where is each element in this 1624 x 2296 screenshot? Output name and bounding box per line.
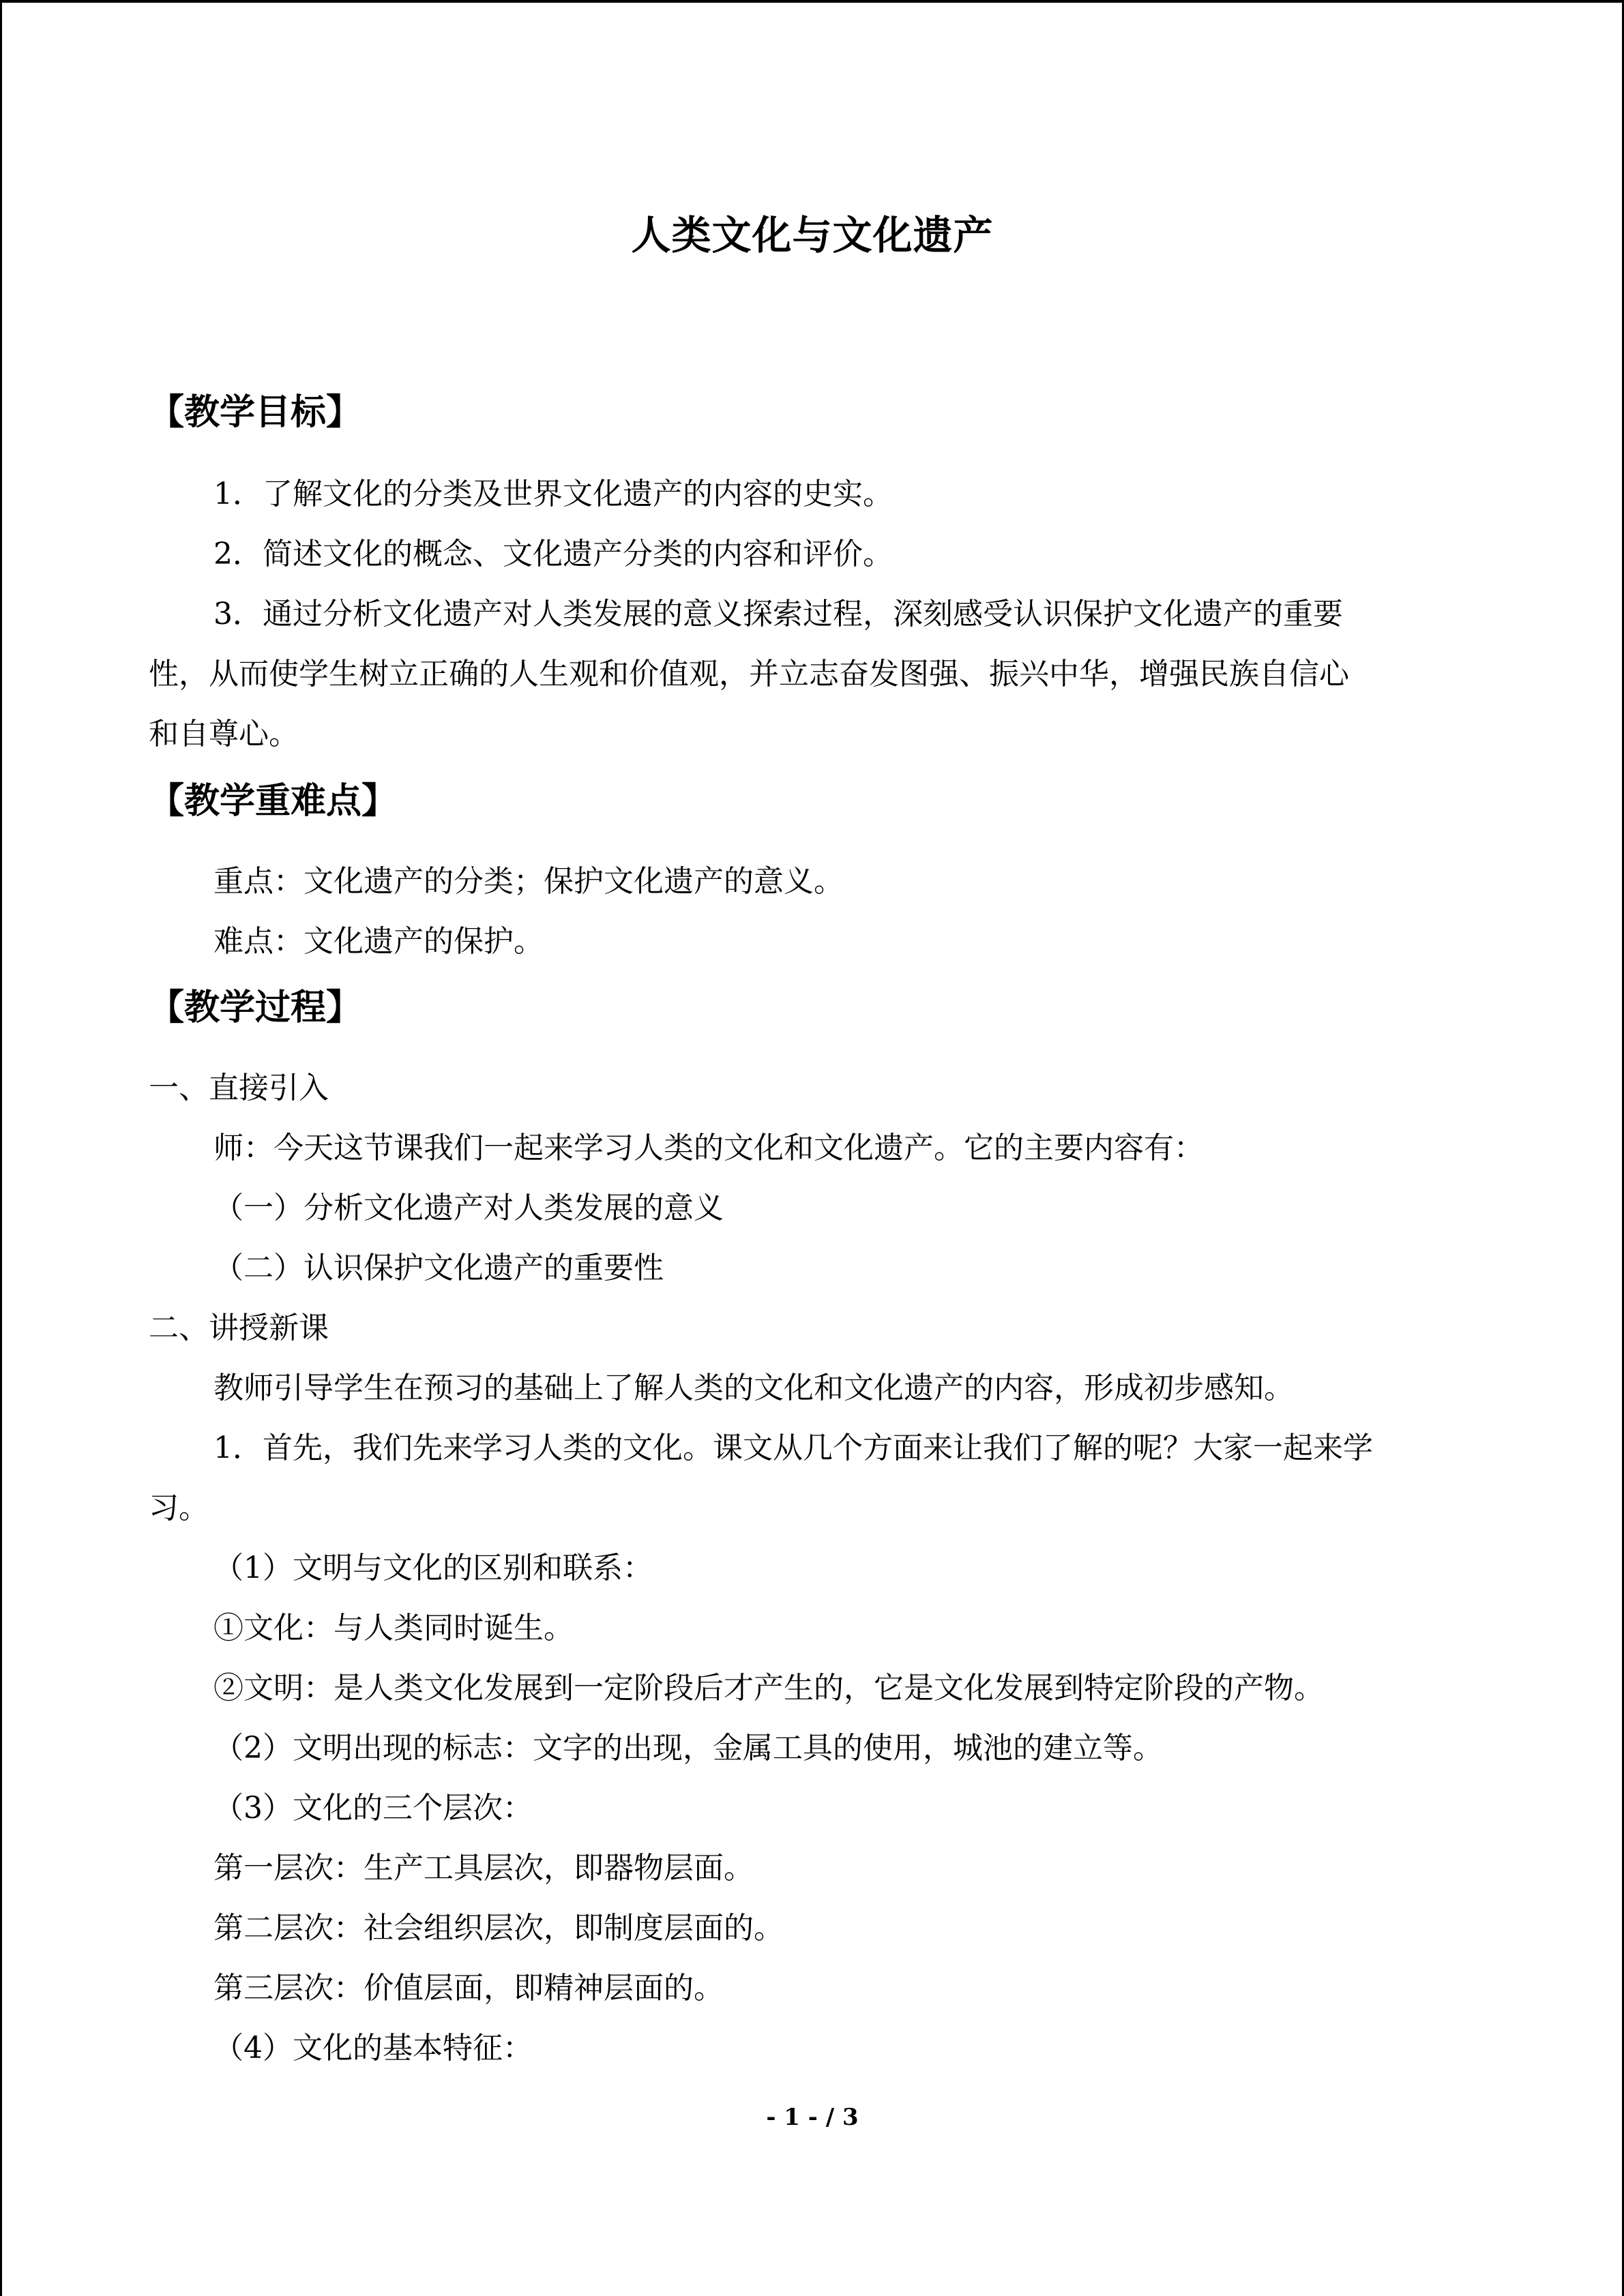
process-line: 第二层次：社会组织层次，即制度层面的。 <box>213 1911 784 1945</box>
process-line: （1）文明与文化的区别和联系： <box>213 1551 653 1585</box>
objective-item: 1．了解文化的分类及世界文化遗产的内容的史实。 <box>213 477 893 511</box>
key-point-item: 重点：文化遗产的分类；保护文化遗产的意义。 <box>213 864 844 899</box>
process-line: ①文化：与人类同时诞生。 <box>213 1611 574 1645</box>
document-title: 人类文化与文化遗产 <box>631 212 994 258</box>
process-line: 教师引导学生在预习的基础上了解人类的文化和文化遗产的内容，形成初步感知。 <box>213 1371 1294 1405</box>
process-line: （4）文化的基本特征： <box>213 2031 533 2066</box>
process-line: 第三层次：价值层面，即精神层面的。 <box>213 1971 724 2006</box>
process-heading: 【教学过程】 <box>149 987 362 1028</box>
process-line: 师：今天这节课我们一起来学习人类的文化和文化遗产。它的主要内容有： <box>213 1131 1204 1165</box>
process-line: 1．首先，我们先来学习人类的文化。课文从几个方面来让我们了解的呢？大家一起来学 <box>213 1431 1373 1465</box>
process-line-continued: 习。 <box>149 1491 209 1525</box>
objective-item: 3．通过分析文化遗产对人类发展的意义探索过程，深刻感受认识保护文化遗产的重要 <box>213 597 1343 631</box>
difficult-point-item: 难点：文化遗产的保护。 <box>213 924 544 959</box>
process-line: （一）分析文化遗产对人类发展的意义 <box>213 1191 724 1225</box>
process-line-section: 二、讲授新课 <box>149 1311 329 1345</box>
process-line: （3）文化的三个层次： <box>213 1791 533 1825</box>
objective-item-continued: 性，从而使学生树立正确的人生观和价值观，并立志奋发图强、振兴中华，增强民族自信心 <box>149 657 1349 691</box>
key-points-heading: 【教学重难点】 <box>149 780 398 822</box>
page-number: - 1 - / 3 <box>766 2104 859 2131</box>
process-line-section: 一、直接引入 <box>149 1071 329 1105</box>
objective-item-continued: 和自尊心。 <box>149 717 299 751</box>
process-line: （二）认识保护文化遗产的重要性 <box>213 1251 664 1285</box>
process-line: 第一层次：生产工具层次，即器物层面。 <box>213 1851 754 1885</box>
process-line: ②文明：是人类文化发展到一定阶段后才产生的，它是文化发展到特定阶段的产物。 <box>213 1671 1324 1705</box>
objectives-heading: 【教学目标】 <box>149 391 362 433</box>
process-line: （2）文明出现的标志：文字的出现，金属工具的使用，城池的建立等。 <box>213 1731 1163 1765</box>
objective-item: 2．简述文化的概念、文化遗产分类的内容和评价。 <box>213 537 893 571</box>
